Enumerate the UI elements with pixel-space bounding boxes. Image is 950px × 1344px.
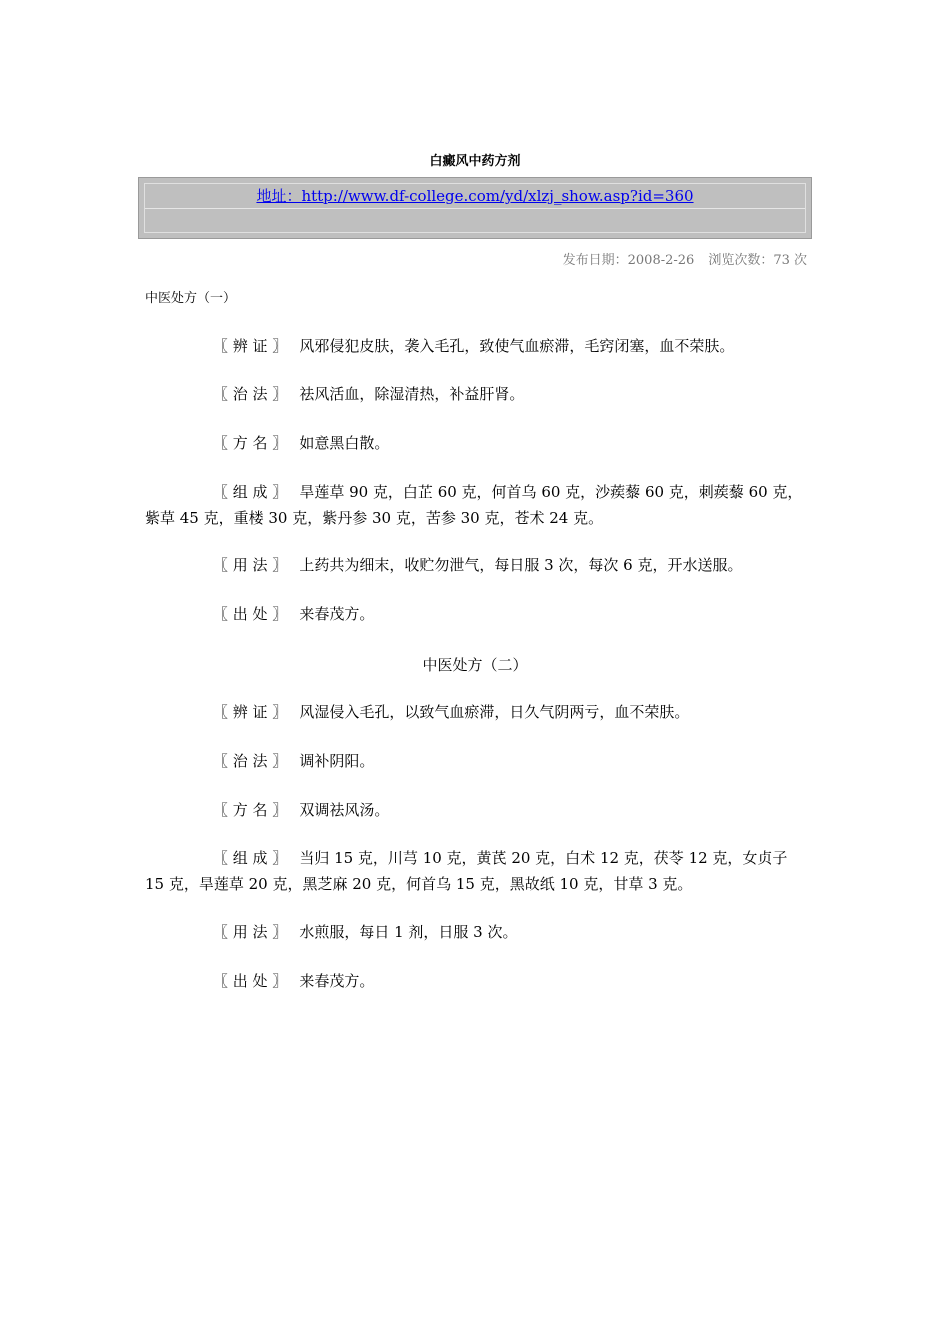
address-box [138, 177, 812, 239]
section2-item [145, 748, 805, 774]
item-text: 旱莲草 90 克，白芷 60 克，何首乌 60 克，沙蒺藜 60 克，刺蒺藜 60 克，紫草 45 克，重楼 30 克，紫丹参 30 克，苦参 30 克，苍术 24 克。 [145, 483, 803, 527]
item-text: 当归 15 克，川芎 10 克，黄芪 20 克，白术 12 克，茯苓 12 克，女贞子 15 克，旱莲草 20 克，黑芝麻 20 克，何首乌 15 克，黑故纸 10 克，甘草 3 克。 [145, 849, 788, 893]
section1-item [145, 430, 805, 456]
item-label: 〖 辨 证 〗 [213, 703, 288, 721]
item-label: 〖 出 处 〗 [213, 605, 288, 623]
section2-item [145, 919, 805, 945]
section2-item [145, 845, 805, 897]
item-text: 双调祛风汤。 [299, 801, 390, 819]
publish-date: 发布日期：2008-2-26 [562, 253, 695, 268]
section1-title: 中医处方（一） [145, 291, 237, 306]
section2-title: 中医处方（二） [422, 656, 528, 674]
address-row [145, 184, 805, 209]
item-text: 来春茂方。 [299, 972, 375, 990]
item-text: 风湿侵入毛孔，以致气血瘀滞，日久气阴两亏，血不荣肤。 [299, 703, 690, 721]
item-label: 〖 治 法 〗 [213, 385, 288, 403]
item-label: 〖 组 成 〗 [213, 483, 288, 501]
item-text: 如意黑白散。 [299, 434, 390, 452]
item-text: 上药共为细末，收贮勿泄气，每日服 3 次，每次 6 克，开水送服。 [299, 556, 743, 574]
section1-item [145, 601, 805, 627]
item-text: 祛风活血，除湿清热，补益肝肾。 [299, 385, 525, 403]
item-label: 〖 用 法 〗 [213, 923, 288, 941]
section1-item [145, 333, 805, 359]
item-label: 〖 出 处 〗 [213, 972, 288, 990]
item-label: 〖 方 名 〗 [213, 434, 288, 452]
section1-item [145, 479, 805, 531]
section1-item [145, 552, 805, 578]
item-label: 〖 治 法 〗 [213, 752, 288, 770]
section2-item [145, 699, 805, 725]
page-title: 白癜风中药方剂 [429, 154, 521, 169]
section2-item [145, 968, 805, 994]
item-text: 调补阴阳。 [299, 752, 375, 770]
item-label: 〖 方 名 〗 [213, 801, 288, 819]
address-url: http://www.df-college.com/yd/xlzj_show.asp?id=360 [301, 187, 694, 205]
address-label: 地址： [256, 187, 302, 205]
section1-item [145, 381, 805, 407]
item-label: 〖 辨 证 〗 [213, 337, 288, 355]
publish-meta [549, 249, 807, 268]
address-link[interactable] [256, 187, 693, 205]
address-empty-row [145, 210, 805, 232]
item-label: 〖 用 法 〗 [213, 556, 288, 574]
address-inner [144, 183, 806, 233]
item-text: 水煎服，每日 1 剂，日服 3 次。 [299, 923, 518, 941]
section2-item [145, 797, 805, 823]
item-text: 风邪侵犯皮肤，袭入毛孔，致使气血瘀滞，毛窍闭塞，血不荣肤。 [299, 337, 735, 355]
item-text: 来春茂方。 [299, 605, 375, 623]
item-label: 〖 组 成 〗 [213, 849, 288, 867]
view-count: 浏览次数：73 次 [708, 253, 807, 268]
